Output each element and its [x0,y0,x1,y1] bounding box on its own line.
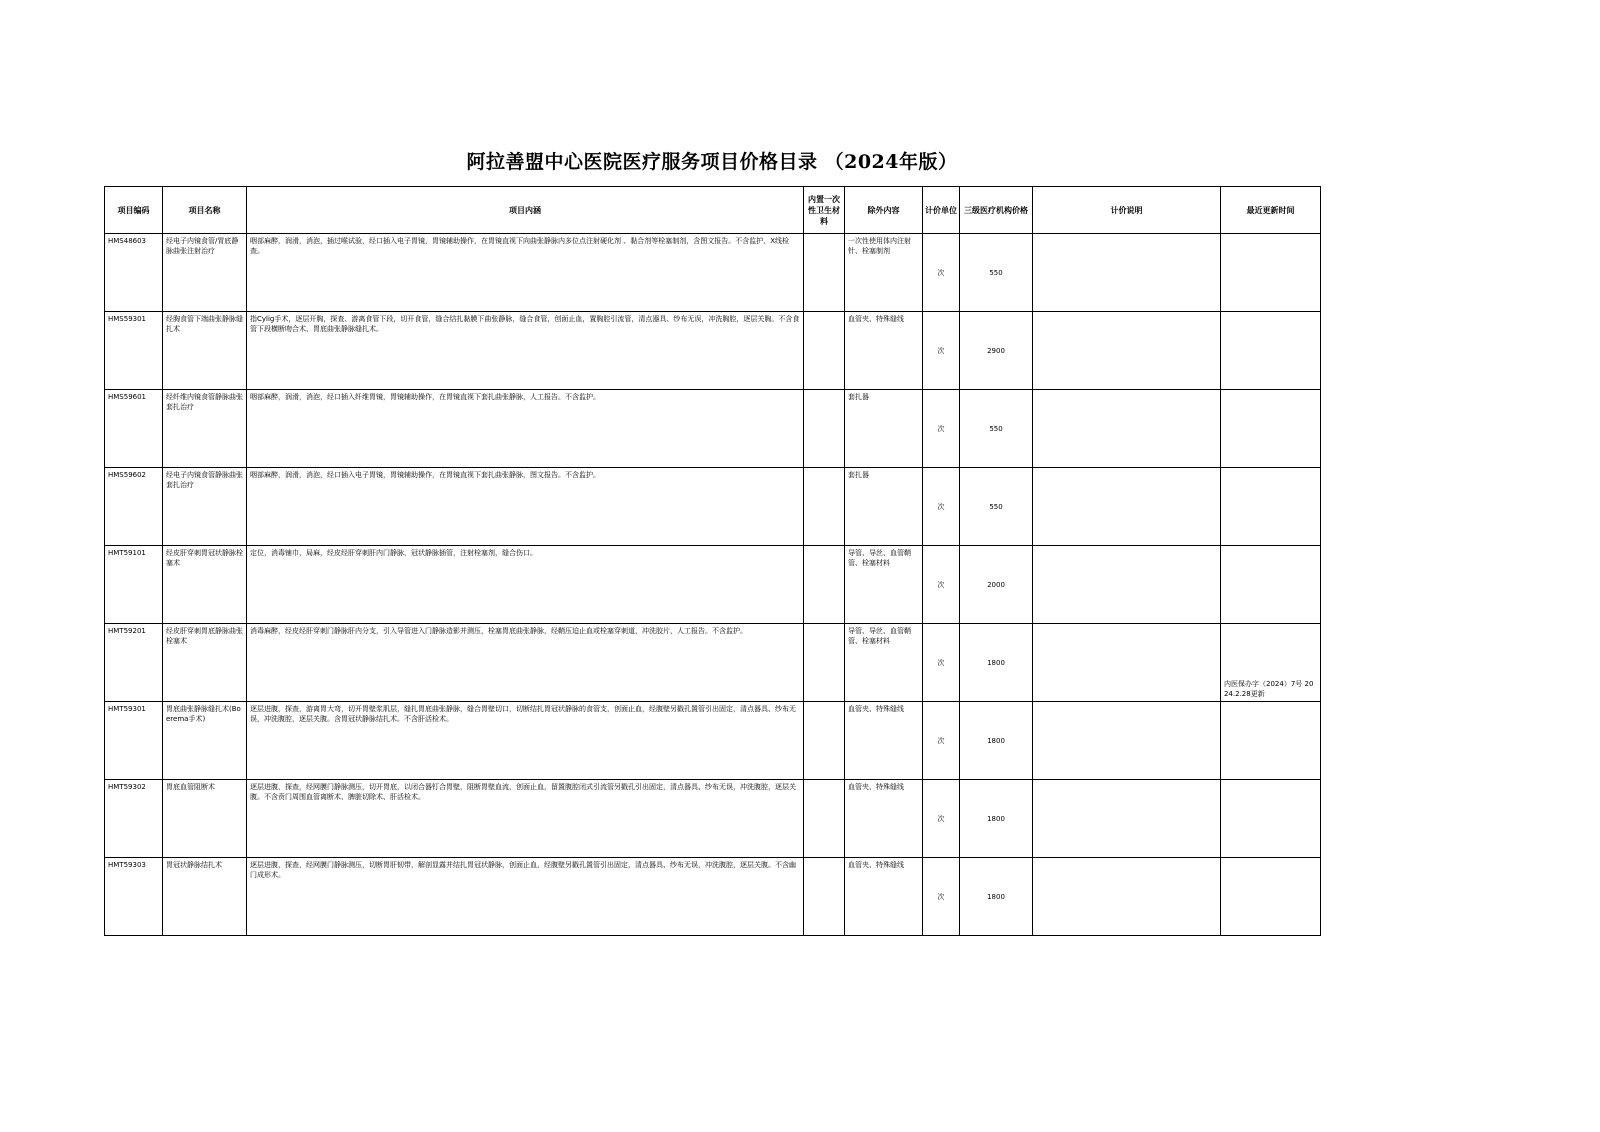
cell-updated [1221,390,1321,468]
cell-updated [1221,468,1321,546]
cell-content: 咽部麻醉，润滑，消泡，插过喉试验，经口插入电子胃镜，胃镜辅助操作，在胃镜直视下向曲张静脉内多位点注射硬化剂 、黏合剂等栓塞制剂，含图文报告。不含监护、X线检查。 [247,234,804,312]
cell-excluded: 血管夹、特殊缝线 [845,780,923,858]
header-content: 项目内涵 [247,187,804,234]
cell-unit: 次 [923,546,960,624]
cell-code: HMT59201 [105,624,163,702]
cell-updated: 内医保办字（2024）7号 2024.2.28更新 [1221,624,1321,702]
cell-content: 逐层进腹，探查，游离胃大弯，切开胃壁浆肌层，缝扎胃底曲张静脉，缝合胃壁切口，切断结扎胃冠状静脉的食管支，创面止血，经腹壁另戳孔置管引出固定，清点器具、纱布无误，冲洗腹腔，逐层关腹。含胃冠状静脉结扎术。不含肝活检术。 [247,702,804,780]
table-row [105,312,1321,390]
cell-price: 550 [960,468,1033,546]
cell-excluded: 血管夹、特殊缝线 [845,702,923,780]
cell-name: 胃底曲张静脉缝扎术(Boerema手术) [163,702,247,780]
cell-excluded: 套扎器 [845,468,923,546]
cell-updated [1221,780,1321,858]
table-row [105,390,1321,468]
cell-code: HMT59301 [105,702,163,780]
cell-price: 2000 [960,546,1033,624]
table-row [105,780,1321,858]
cell-updated [1221,234,1321,312]
cell-excluded: 导管、导丝、血管鞘管、栓塞材料 [845,546,923,624]
cell-material [804,624,845,702]
cell-note [1033,390,1221,468]
cell-excluded: 一次性使用体内注射针、栓塞制剂 [845,234,923,312]
cell-content: 逐层进腹，探查，经网膜门静脉测压，切断胃肝韧带，解剖显露并结扎胃冠状静脉，创面止血，经腹壁另戳孔置管引出固定，清点器具、纱布无误，冲洗腹腔，逐层关腹。不含幽门成形术。 [247,858,804,936]
table-row [105,468,1321,546]
cell-updated [1221,546,1321,624]
cell-code: HMS59301 [105,312,163,390]
cell-excluded: 导管、导丝、血管鞘管、栓塞材料 [845,624,923,702]
cell-price: 1800 [960,624,1033,702]
cell-price: 550 [960,390,1033,468]
table-row [105,702,1321,780]
cell-material [804,780,845,858]
table-row [105,234,1321,312]
cell-unit: 次 [923,234,960,312]
header-name: 项目名称 [163,187,247,234]
page-title: 阿拉善盟中心医院医疗服务项目价格目录 （2024年版） [466,151,958,173]
cell-material [804,546,845,624]
cell-name: 胃底血管阻断术 [163,780,247,858]
header-excluded: 除外内容 [845,187,923,234]
cell-note [1033,546,1221,624]
cell-name: 经电子内镜食管/胃底静脉曲张注射治疗 [163,234,247,312]
cell-material [804,234,845,312]
cell-price: 1800 [960,858,1033,936]
cell-updated [1221,858,1321,936]
cell-name: 胃冠状静脉结扎术 [163,858,247,936]
cell-name: 经纤维内镜食管静脉曲张套扎治疗 [163,390,247,468]
cell-excluded: 血管夹、特殊缝线 [845,312,923,390]
cell-content: 逐层进腹，探查，经网膜门静脉测压，切开胃底，以闭合器钉合胃壁，阻断胃壁血流，创面止血，留置腹腔闭式引流管另戳孔引出固定，清点器具、纱布无误，冲洗腹腔，逐层关腹。不含贲门周围血管离断术、脾脏切除术、肝活检术。 [247,780,804,858]
cell-name: 经胸食管下端曲张静脉缝扎术 [163,312,247,390]
cell-name: 经电子内镜食管静脉曲张套扎治疗 [163,468,247,546]
cell-content: 咽部麻醉，润滑，消泡，经口插入电子胃镜，胃镜辅助操作，在胃镜直视下套扎曲张静脉，图文报告。不含监护。 [247,468,804,546]
table-row [105,858,1321,936]
cell-content: 指Cylig手术，逐层开胸，探查、游离食管下段，切开食管，缝合结扎黏膜下曲张静脉，缝合食管，创面止血，置胸腔引流管，清点器具、纱布无误，冲洗胸腔，逐层关胸。不含食管下段横断吻合术、胃底曲张静脉缝扎术。 [247,312,804,390]
table-row [105,624,1321,702]
header-material: 内置一次性卫生材料 [804,187,845,234]
cell-code: HMT59302 [105,780,163,858]
header-price: 三级医疗机构价格 [960,187,1033,234]
cell-price: 550 [960,234,1033,312]
cell-material [804,468,845,546]
cell-note [1033,312,1221,390]
cell-content: 咽部麻醉，润滑，消泡，经口插入纤维胃镜，胃镜辅助操作，在胃镜直视下套扎曲张静脉，人工报告。不含监护。 [247,390,804,468]
cell-price: 1800 [960,702,1033,780]
cell-note [1033,858,1221,936]
cell-name: 经皮肝穿刺胃冠状静脉栓塞术 [163,546,247,624]
cell-excluded: 套扎器 [845,390,923,468]
header-updated: 最近更新时间 [1221,187,1321,234]
cell-unit: 次 [923,312,960,390]
cell-note [1033,702,1221,780]
cell-unit: 次 [923,468,960,546]
cell-note [1033,780,1221,858]
cell-content: 消毒麻醉，经皮经肝穿刺门静脉肝内分支，引入导管进入门静脉造影并测压，栓塞胃底曲张静脉，经鞘压迫止血或栓塞穿刺道，冲洗胶片，人工报告。不含监护。 [247,624,804,702]
cell-material [804,390,845,468]
cell-material [804,702,845,780]
cell-code: HMS59601 [105,390,163,468]
cell-updated [1221,702,1321,780]
cell-note [1033,468,1221,546]
cell-code: HMS59602 [105,468,163,546]
cell-material [804,858,845,936]
cell-note [1033,234,1221,312]
cell-price: 2900 [960,312,1033,390]
cell-unit: 次 [923,390,960,468]
header-note: 计价说明 [1033,187,1221,234]
cell-code: HMT59303 [105,858,163,936]
cell-note [1033,624,1221,702]
cell-content: 定位，消毒铺巾，局麻，经皮经肝穿刺肝内门静脉，冠状静脉插管，注射栓塞剂，缝合伤口。 [247,546,804,624]
cell-unit: 次 [923,780,960,858]
cell-material [804,312,845,390]
cell-excluded: 血管夹、特殊缝线 [845,858,923,936]
cell-updated [1221,312,1321,390]
cell-code: HMT59101 [105,546,163,624]
cell-price: 1800 [960,780,1033,858]
table-row [105,546,1321,624]
price-table [104,186,1321,936]
cell-code: HMS48603 [105,234,163,312]
cell-unit: 次 [923,624,960,702]
table-header-row [105,187,1321,234]
header-code: 项目编码 [105,187,163,234]
header-unit: 计价单位 [923,187,960,234]
cell-unit: 次 [923,858,960,936]
cell-unit: 次 [923,702,960,780]
cell-name: 经皮肝穿刺胃底静脉曲张栓塞术 [163,624,247,702]
